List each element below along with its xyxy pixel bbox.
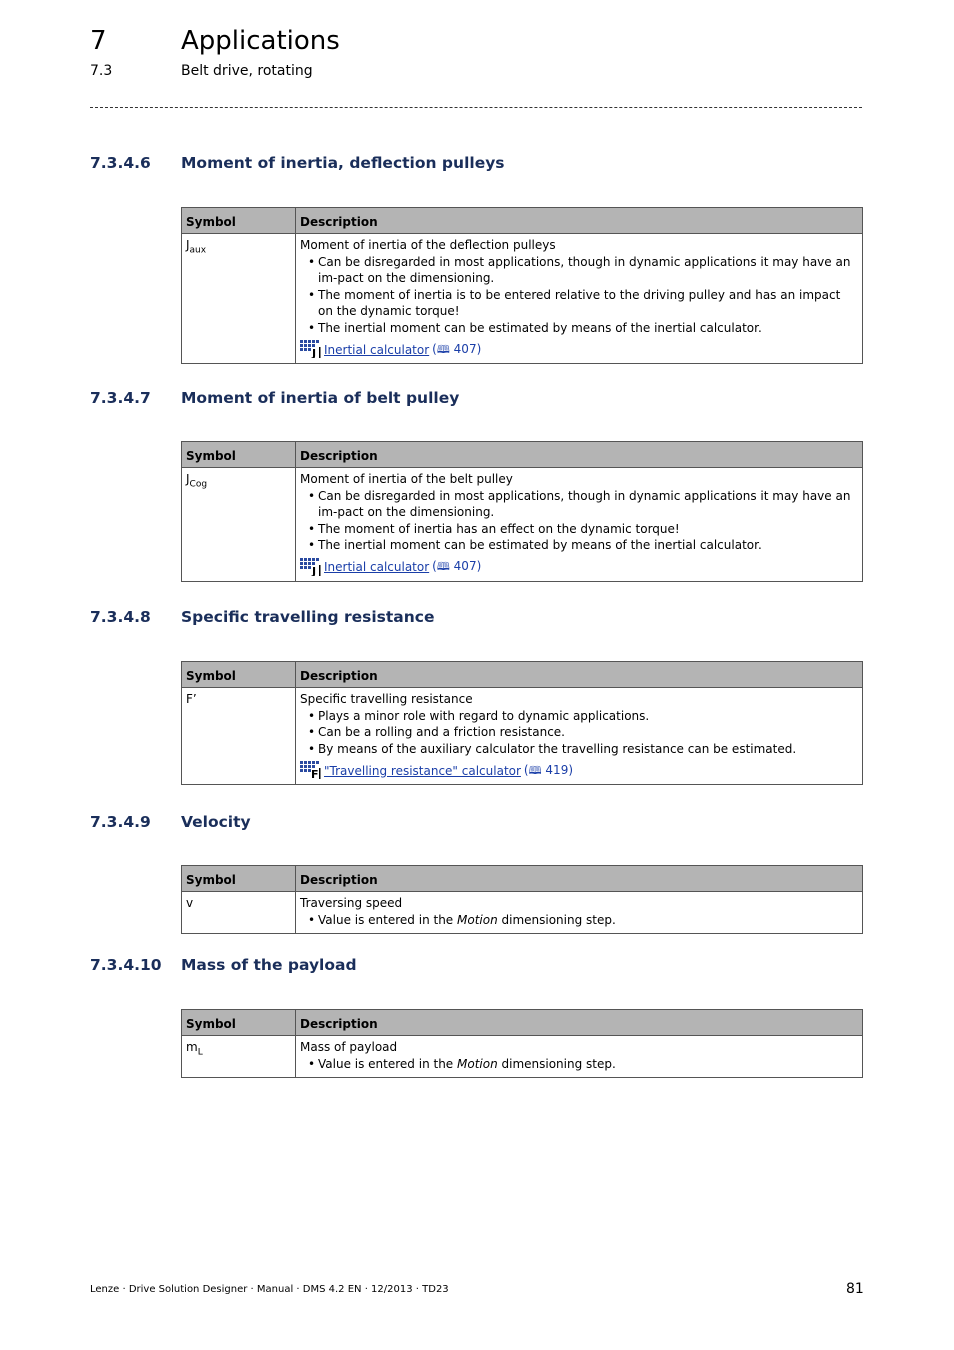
description-cell [296,468,863,582]
page-reference[interactable]: (🕮 407) [432,341,481,359]
symbol-cell [182,1036,296,1078]
parameter-table [181,207,863,364]
column-header-symbol: Symbol [182,662,296,688]
description-cell [296,688,863,785]
inertia-calculator-icon [300,558,321,576]
bullet-item: • The inertial moment can be estimated by means of the inertial calculator. [300,320,858,337]
parameter-table [181,865,863,934]
symbol-main: v [186,896,194,910]
section-heading-title: Velocity [181,813,251,831]
symbol-subscript: aux [189,245,207,256]
svg-text:J: J [312,564,317,576]
description-cell [296,892,863,934]
column-header-symbol: Symbol [182,442,296,468]
parameter-table [181,1009,863,1078]
page-number: 81 [846,1281,864,1297]
symbol-cell [182,892,296,934]
footer-text: Lenze · Drive Solution Designer · Manual · DMS 4.2 EN · 12/2013 · TD23 [90,1284,449,1295]
column-header-symbol: Symbol [182,1010,296,1036]
bullet-item: • The moment of inertia is to be entered relative to the driving pulley and has an impact on the dynamic torque! [300,287,858,320]
header-divider [90,107,862,108]
symbol-cell [182,234,296,364]
section-heading-number: 7.3.4.9 [90,813,151,831]
description-cell [296,234,863,364]
parameter-table [181,441,863,582]
section-title: Belt drive, rotating [181,63,313,79]
section-heading-number: 7.3.4.8 [90,608,151,626]
symbol-main: J [186,472,190,486]
description-title: Specific travelling resistance [300,692,473,706]
column-header-symbol: Symbol [182,208,296,234]
page-reference[interactable]: (🕮 419) [524,762,573,780]
section-heading-number: 7.3.4.7 [90,389,151,407]
section-heading-title: Specific travelling resistance [181,608,435,626]
section-heading-title: Moment of inertia of belt pulley [181,389,460,407]
description-title: Moment of inertia of the belt pulley [300,472,513,486]
bullet-item: • Value is entered in the Motion dimensioning step. [300,1056,858,1073]
symbol-main: J [186,238,190,252]
inertial-calculator-link[interactable]: Inertial calculator [324,342,430,357]
column-header-description: Description [296,866,863,892]
book-icon: 🕮 [436,560,450,573]
bullet-item: • By means of the auxiliary calculator the travelling resistance can be estimated. [300,741,858,758]
section-heading-title: Mass of the payload [181,956,357,974]
book-icon: 🕮 [436,342,450,356]
column-header-symbol: Symbol [182,866,296,892]
description-title: Moment of inertia of the deflection pulleys [300,238,556,252]
bullet-item: • Can be disregarded in most applications, though in dynamic applications it may have an im-pact on the dimensioning. [300,254,858,287]
symbol-cell [182,688,296,785]
page-reference[interactable]: (🕮 407) [432,558,481,576]
travelling-resistance-calculator-link[interactable]: "Travelling resistance" calculator [324,763,521,778]
section-number: 7.3 [90,63,113,79]
section-heading-number: 7.3.4.6 [90,154,151,172]
book-icon: 🕮 [528,763,542,777]
bullet-item: • The moment of inertia has an effect on the dynamic torque! [300,521,858,538]
bullet-item: • Plays a minor role with regard to dynamic applications. [300,708,858,725]
section-heading-number: 7.3.4.10 [90,956,162,974]
column-header-description: Description [296,208,863,234]
symbol-cell [182,468,296,582]
bullet-item: • Value is entered in the Motion dimensioning step. [300,912,858,929]
description-cell [296,1036,863,1078]
symbol-main: F’ [186,692,197,706]
svg-text:J: J [312,347,317,358]
description-title: Mass of payload [300,1040,398,1054]
description-title: Traversing speed [300,896,403,910]
parameter-table [181,661,863,785]
column-header-description: Description [296,442,863,468]
bullet-item: • The inertial moment can be estimated by means of the inertial calculator. [300,537,858,554]
bullet-item: • Can be a rolling and a friction resistance. [300,724,858,741]
symbol-subscript: L [197,1047,203,1058]
bullet-item: • Can be disregarded in most applications, though in dynamic applications it may have an im-pact on the dimensioning. [300,488,858,521]
symbol-main: m [186,1040,198,1054]
svg-text:F: F [311,768,319,779]
chapter-title: Applications [181,26,340,56]
chapter-number: 7 [90,26,107,56]
travelling-resistance-calculator-icon [300,761,321,779]
symbol-subscript: Cog [189,479,208,490]
column-header-description: Description [296,1010,863,1036]
column-header-description: Description [296,662,863,688]
inertial-calculator-link[interactable]: Inertial calculator [324,560,430,574]
section-heading-title: Moment of inertia, deflection pulleys [181,154,505,172]
inertia-calculator-icon [300,340,321,358]
